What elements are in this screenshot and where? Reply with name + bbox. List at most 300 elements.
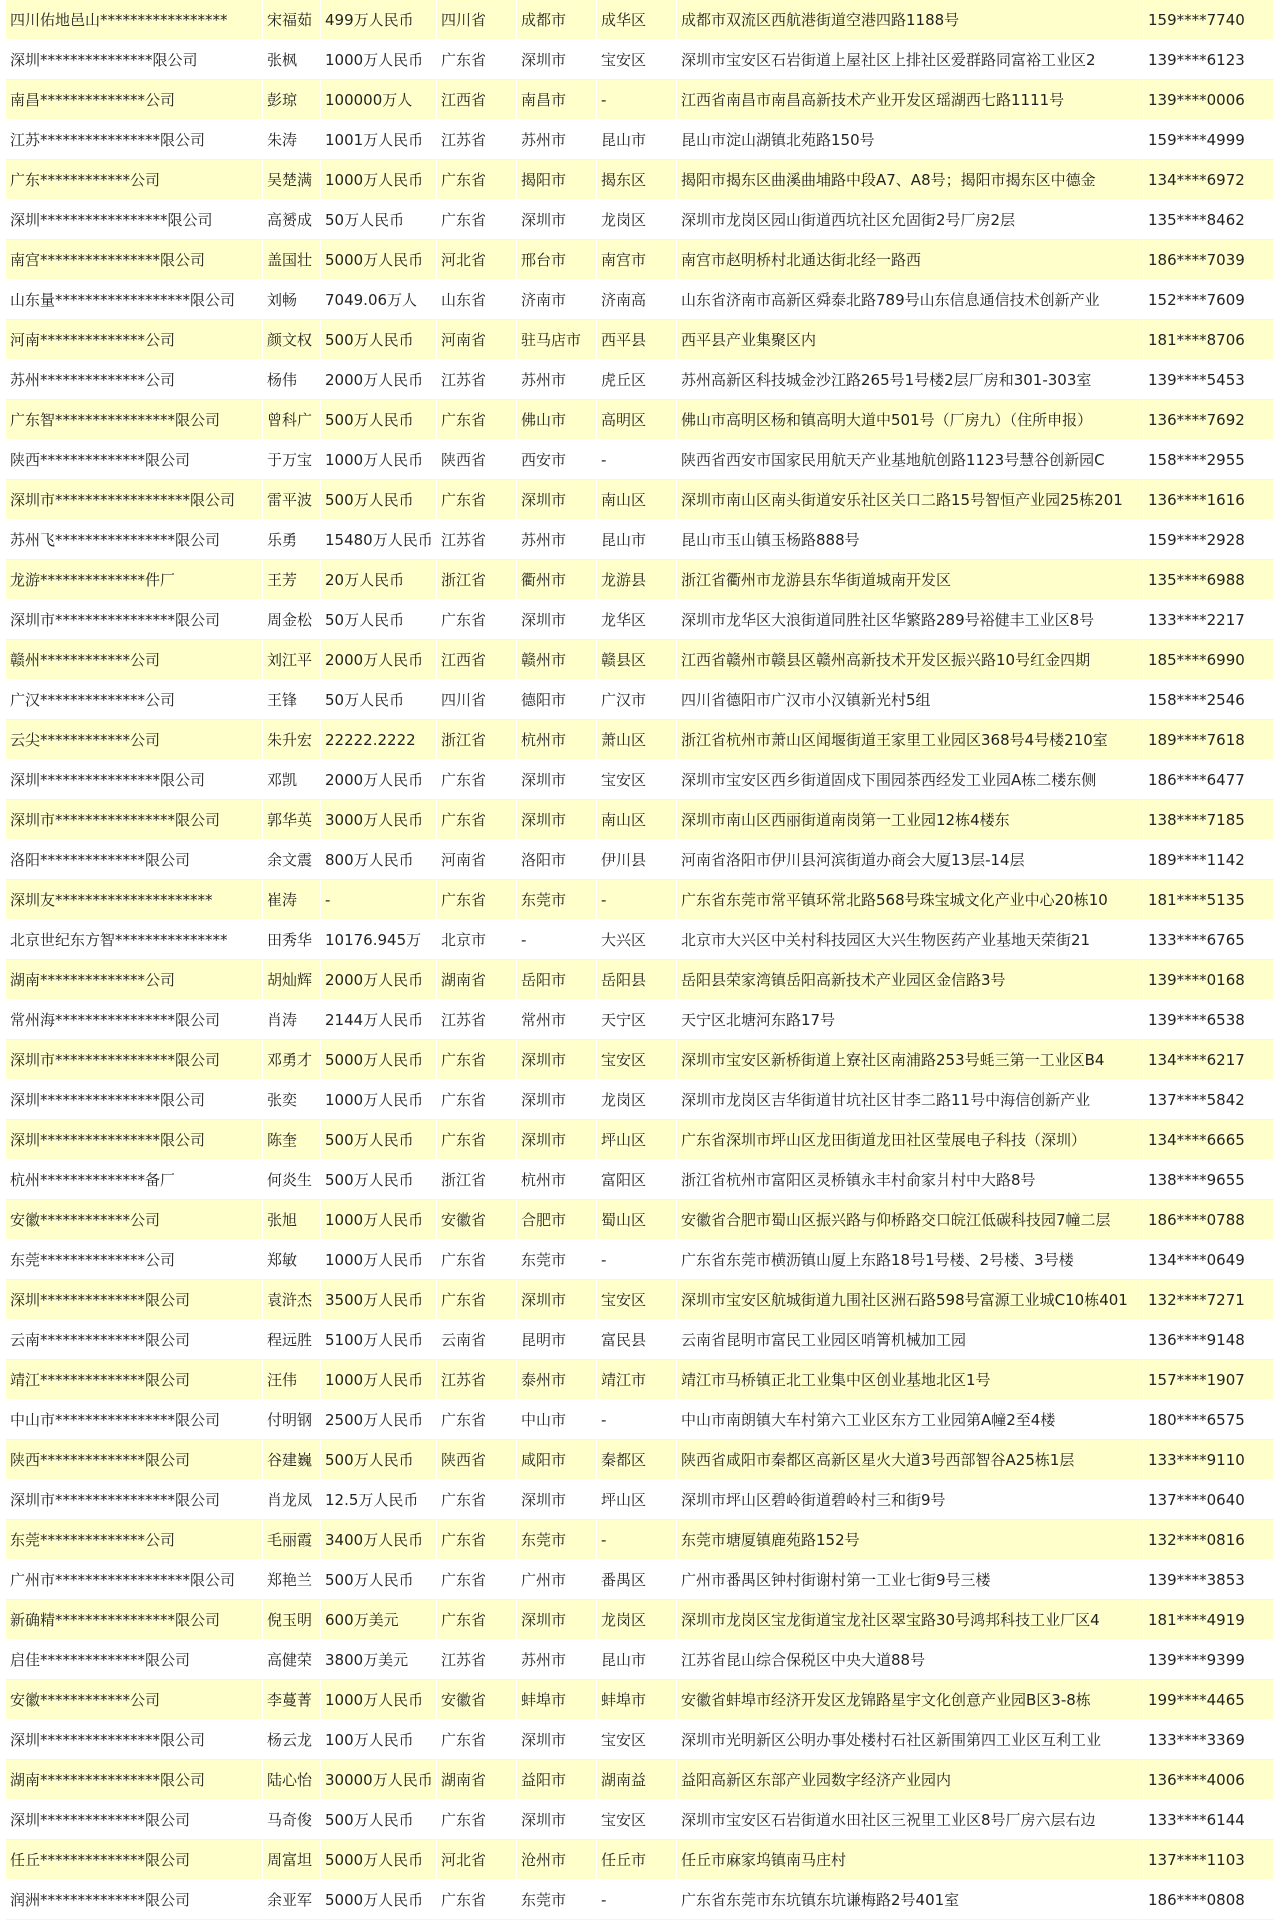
district-cell: 西平县	[597, 320, 677, 360]
district-cell: 番禺区	[597, 1560, 677, 1600]
city-cell: 驻马店市	[517, 320, 597, 360]
company-name-cell: 广州市******************限公司	[6, 1560, 263, 1600]
city-cell: 西安市	[517, 440, 597, 480]
province-cell: 广东省	[437, 1400, 517, 1440]
company-name-cell: 云南**************限公司	[6, 1320, 263, 1360]
address-cell: 深圳市南山区西丽街道南岗第一工业园12栋4楼东	[677, 800, 1144, 840]
district-cell: -	[597, 1880, 677, 1920]
province-cell: 江西省	[437, 640, 517, 680]
company-name-cell: 深圳**************限公司	[6, 1280, 263, 1320]
phone-cell: 139****9399	[1144, 1640, 1274, 1680]
registered-capital-cell: 1000万人民币	[321, 40, 437, 80]
company-name-cell: 龙游**************件厂	[6, 560, 263, 600]
province-cell: 广东省	[437, 760, 517, 800]
legal-person-cell: 高赟成	[263, 200, 321, 240]
city-cell: 揭阳市	[517, 160, 597, 200]
address-cell: 益阳高新区东部产业园数字经济产业园内	[677, 1760, 1144, 1800]
company-name-cell: 深圳市****************限公司	[6, 1480, 263, 1520]
table-row	[6, 1280, 1274, 1320]
province-cell: 广东省	[437, 1600, 517, 1640]
city-cell: 深圳市	[517, 200, 597, 240]
province-cell: 广东省	[437, 1120, 517, 1160]
company-name-cell: 深圳****************限公司	[6, 1120, 263, 1160]
address-cell: 安徽省蚌埠市经济开发区龙锦路星宇文化创意产业园B区3-8栋	[677, 1680, 1144, 1720]
company-name-cell: 南昌**************公司	[6, 80, 263, 120]
province-cell: 广东省	[437, 1720, 517, 1760]
city-cell: 南昌市	[517, 80, 597, 120]
address-cell: 陕西省咸阳市秦都区高新区星火大道3号西部智谷A25栋1层	[677, 1440, 1144, 1480]
district-cell: 富阳区	[597, 1160, 677, 1200]
province-cell: 云南省	[437, 1320, 517, 1360]
province-cell: 广东省	[437, 800, 517, 840]
district-cell: 湖南益	[597, 1760, 677, 1800]
legal-person-cell: 马奇俊	[263, 1800, 321, 1840]
phone-cell: 133****6144	[1144, 1800, 1274, 1840]
company-name-cell: 安徽************公司	[6, 1200, 263, 1240]
address-cell: 任丘市麻家坞镇南马庄村	[677, 1840, 1144, 1880]
legal-person-cell: 朱升宏	[263, 720, 321, 760]
district-cell: 济南高	[597, 280, 677, 320]
phone-cell: 186****0808	[1144, 1880, 1274, 1920]
district-cell: 揭东区	[597, 160, 677, 200]
table-row	[6, 1800, 1274, 1840]
district-cell: 昆山市	[597, 1640, 677, 1680]
registered-capital-cell: 7049.06万人	[321, 280, 437, 320]
district-cell: 坪山区	[597, 1120, 677, 1160]
phone-cell: 189****1142	[1144, 840, 1274, 880]
phone-cell: 159****4999	[1144, 120, 1274, 160]
phone-cell: 159****7740	[1144, 0, 1274, 40]
legal-person-cell: 周富坦	[263, 1840, 321, 1880]
address-cell: 陕西省西安市国家民用航天产业基地航创路1123号慧谷创新园C	[677, 440, 1144, 480]
address-cell: 深圳市宝安区航城街道九围社区洲石路598号富源工业城C10栋401	[677, 1280, 1144, 1320]
company-name-cell: 启佳**************限公司	[6, 1640, 263, 1680]
registered-capital-cell: 2000万人民币	[321, 640, 437, 680]
phone-cell: 158****2546	[1144, 680, 1274, 720]
table-row	[6, 960, 1274, 1000]
city-cell: 泰州市	[517, 1360, 597, 1400]
registered-capital-cell: 5000万人民币	[321, 1840, 437, 1880]
city-cell: 衢州市	[517, 560, 597, 600]
registered-capital-cell: 1001万人民币	[321, 120, 437, 160]
city-cell: 深圳市	[517, 760, 597, 800]
table-row	[6, 1240, 1274, 1280]
address-cell: 天宁区北塘河东路17号	[677, 1000, 1144, 1040]
legal-person-cell: 袁浒杰	[263, 1280, 321, 1320]
city-cell: 深圳市	[517, 1120, 597, 1160]
district-cell: 虎丘区	[597, 360, 677, 400]
registered-capital-cell: 500万人民币	[321, 1560, 437, 1600]
district-cell: 昆山市	[597, 520, 677, 560]
registered-capital-cell: -	[321, 880, 437, 920]
legal-person-cell: 乐勇	[263, 520, 321, 560]
city-cell: 深圳市	[517, 600, 597, 640]
legal-person-cell: 郑艳兰	[263, 1560, 321, 1600]
registered-capital-cell: 10176.945万	[321, 920, 437, 960]
district-cell: 岳阳县	[597, 960, 677, 1000]
company-name-cell: 陕西**************限公司	[6, 440, 263, 480]
table-row	[6, 120, 1274, 160]
legal-person-cell: 杨伟	[263, 360, 321, 400]
province-cell: 河北省	[437, 1840, 517, 1880]
legal-person-cell: 陈奎	[263, 1120, 321, 1160]
city-cell: 岳阳市	[517, 960, 597, 1000]
address-cell: 深圳市宝安区新桥街道上寮社区南浦路253号蚝三第一工业区B4	[677, 1040, 1144, 1080]
registered-capital-cell: 1000万人民币	[321, 440, 437, 480]
phone-cell: 133****2217	[1144, 600, 1274, 640]
address-cell: 深圳市宝安区石岩街道上屋社区上排社区爱群路同富裕工业区2	[677, 40, 1144, 80]
registered-capital-cell: 3800万美元	[321, 1640, 437, 1680]
legal-person-cell: 程远胜	[263, 1320, 321, 1360]
phone-cell: 181****4919	[1144, 1600, 1274, 1640]
city-cell: 苏州市	[517, 1640, 597, 1680]
company-name-cell: 广汉**************公司	[6, 680, 263, 720]
province-cell: 河南省	[437, 320, 517, 360]
district-cell: 龙岗区	[597, 1600, 677, 1640]
company-name-cell: 南宫****************限公司	[6, 240, 263, 280]
city-cell: 杭州市	[517, 1160, 597, 1200]
phone-cell: 135****6988	[1144, 560, 1274, 600]
district-cell: 龙岗区	[597, 200, 677, 240]
phone-cell: 186****7039	[1144, 240, 1274, 280]
address-cell: 江西省赣州市赣县区赣州高新技术开发区振兴路10号红金四期	[677, 640, 1144, 680]
city-cell: 苏州市	[517, 120, 597, 160]
province-cell: 浙江省	[437, 560, 517, 600]
legal-person-cell: 肖涛	[263, 1000, 321, 1040]
legal-person-cell: 宋福茹	[263, 0, 321, 40]
address-cell: 靖江市马桥镇正北工业集中区创业基地北区1号	[677, 1360, 1144, 1400]
province-cell: 广东省	[437, 40, 517, 80]
province-cell: 广东省	[437, 1240, 517, 1280]
address-cell: 揭阳市揭东区曲溪曲埔路中段A7、A8号；揭阳市揭东区中德金	[677, 160, 1144, 200]
phone-cell: 135****8462	[1144, 200, 1274, 240]
phone-cell: 152****7609	[1144, 280, 1274, 320]
phone-cell: 138****7185	[1144, 800, 1274, 840]
district-cell: 昆山市	[597, 120, 677, 160]
table-row	[6, 1120, 1274, 1160]
registered-capital-cell: 500万人民币	[321, 400, 437, 440]
table-row	[6, 560, 1274, 600]
legal-person-cell: 毛丽霞	[263, 1520, 321, 1560]
legal-person-cell: 邓凯	[263, 760, 321, 800]
district-cell: 宝安区	[597, 760, 677, 800]
address-cell: 西平县产业集聚区内	[677, 320, 1144, 360]
legal-person-cell: 彭琼	[263, 80, 321, 120]
district-cell: 南宫市	[597, 240, 677, 280]
province-cell: 陕西省	[437, 440, 517, 480]
phone-cell: 186****6477	[1144, 760, 1274, 800]
legal-person-cell: 郭华英	[263, 800, 321, 840]
city-cell: 佛山市	[517, 400, 597, 440]
table-row	[6, 1600, 1274, 1640]
address-cell: 江西省南昌市南昌高新技术产业开发区瑶湖西七路1111号	[677, 80, 1144, 120]
table-row	[6, 0, 1274, 40]
registered-capital-cell: 3400万人民币	[321, 1520, 437, 1560]
table-row	[6, 680, 1274, 720]
registered-capital-cell: 1000万人民币	[321, 1240, 437, 1280]
registered-capital-cell: 500万人民币	[321, 1120, 437, 1160]
phone-cell: 139****0168	[1144, 960, 1274, 1000]
registered-capital-cell: 20万人民币	[321, 560, 437, 600]
city-cell: 深圳市	[517, 800, 597, 840]
company-name-cell: 润洲**************限公司	[6, 1880, 263, 1920]
city-cell: 深圳市	[517, 1800, 597, 1840]
company-name-cell: 杭州**************备厂	[6, 1160, 263, 1200]
company-name-cell: 深圳市****************限公司	[6, 800, 263, 840]
city-cell: 深圳市	[517, 40, 597, 80]
province-cell: 广东省	[437, 1880, 517, 1920]
city-cell: 东莞市	[517, 1240, 597, 1280]
registered-capital-cell: 15480万人民币	[321, 520, 437, 560]
table-row	[6, 200, 1274, 240]
company-name-cell: 深圳友*********************	[6, 880, 263, 920]
phone-cell: 134****6665	[1144, 1120, 1274, 1160]
company-name-cell: 深圳****************限公司	[6, 760, 263, 800]
address-cell: 深圳市宝安区西乡街道固戍下围园茶西经发工业园A栋二楼东侧	[677, 760, 1144, 800]
address-cell: 浙江省衢州市龙游县东华街道城南开发区	[677, 560, 1144, 600]
phone-cell: 134****6972	[1144, 160, 1274, 200]
phone-cell: 158****2955	[1144, 440, 1274, 480]
province-cell: 江苏省	[437, 120, 517, 160]
table-row	[6, 520, 1274, 560]
legal-person-cell: 张枫	[263, 40, 321, 80]
phone-cell: 136****9148	[1144, 1320, 1274, 1360]
district-cell: 龙华区	[597, 600, 677, 640]
table-row	[6, 1320, 1274, 1360]
registered-capital-cell: 800万人民币	[321, 840, 437, 880]
registered-capital-cell: 50万人民币	[321, 200, 437, 240]
registered-capital-cell: 22222.2222	[321, 720, 437, 760]
phone-cell: 132****7271	[1144, 1280, 1274, 1320]
province-cell: 江苏省	[437, 360, 517, 400]
legal-person-cell: 付明钢	[263, 1400, 321, 1440]
city-cell: 蚌埠市	[517, 1680, 597, 1720]
city-cell: 益阳市	[517, 1760, 597, 1800]
phone-cell: 136****4006	[1144, 1760, 1274, 1800]
legal-person-cell: 崔涛	[263, 880, 321, 920]
phone-cell: 181****5135	[1144, 880, 1274, 920]
registered-capital-cell: 2144万人民币	[321, 1000, 437, 1040]
address-cell: 浙江省杭州市富阳区灵桥镇永丰村俞家爿村中大路8号	[677, 1160, 1144, 1200]
phone-cell: 189****7618	[1144, 720, 1274, 760]
province-cell: 江苏省	[437, 1360, 517, 1400]
address-cell: 广东省东莞市东坑镇东坑谦梅路2号401室	[677, 1880, 1144, 1920]
table-row	[6, 1080, 1274, 1120]
address-cell: 南宫市赵明桥村北通达街北经一路西	[677, 240, 1144, 280]
phone-cell: 199****4465	[1144, 1680, 1274, 1720]
phone-cell: 181****8706	[1144, 320, 1274, 360]
registered-capital-cell: 1000万人民币	[321, 160, 437, 200]
table-row	[6, 1360, 1274, 1400]
phone-cell: 138****9655	[1144, 1160, 1274, 1200]
district-cell: 靖江市	[597, 1360, 677, 1400]
province-cell: 湖南省	[437, 1760, 517, 1800]
district-cell: 天宁区	[597, 1000, 677, 1040]
district-cell: 蚌埠市	[597, 1680, 677, 1720]
company-name-cell: 陕西**************限公司	[6, 1440, 263, 1480]
address-cell: 北京市大兴区中关村科技园区大兴生物医药产业基地天荣街21	[677, 920, 1144, 960]
legal-person-cell: 于万宝	[263, 440, 321, 480]
province-cell: 广东省	[437, 1280, 517, 1320]
company-name-cell: 山东量******************限公司	[6, 280, 263, 320]
registered-capital-cell: 2500万人民币	[321, 1400, 437, 1440]
registered-capital-cell: 600万美元	[321, 1600, 437, 1640]
phone-cell: 139****3853	[1144, 1560, 1274, 1600]
table-row	[6, 1760, 1274, 1800]
city-cell: 德阳市	[517, 680, 597, 720]
city-cell: 苏州市	[517, 360, 597, 400]
company-name-cell: 深圳市****************限公司	[6, 1040, 263, 1080]
legal-person-cell: 周金松	[263, 600, 321, 640]
registered-capital-cell: 3500万人民币	[321, 1280, 437, 1320]
province-cell: 安徽省	[437, 1680, 517, 1720]
address-cell: 浙江省杭州市萧山区闻堰街道王家里工业园区368号4号楼210室	[677, 720, 1144, 760]
registered-capital-cell: 1000万人民币	[321, 1200, 437, 1240]
legal-person-cell: 倪玉明	[263, 1600, 321, 1640]
company-name-cell: 湖南****************限公司	[6, 1760, 263, 1800]
address-cell: 四川省德阳市广汉市小汉镇新光村5组	[677, 680, 1144, 720]
address-cell: 深圳市龙岗区吉华街道甘坑社区甘李二路11号中海信创新产业	[677, 1080, 1144, 1120]
legal-person-cell: 雷平波	[263, 480, 321, 520]
address-cell: 深圳市龙华区大浪街道同胜社区华繁路289号裕健丰工业区8号	[677, 600, 1144, 640]
table-row	[6, 640, 1274, 680]
district-cell: 萧山区	[597, 720, 677, 760]
table-row	[6, 920, 1274, 960]
registered-capital-cell: 500万人民币	[321, 480, 437, 520]
table-row	[6, 1200, 1274, 1240]
legal-person-cell: 高健荣	[263, 1640, 321, 1680]
address-cell: 东莞市塘厦镇鹿苑路152号	[677, 1520, 1144, 1560]
registered-capital-cell: 2000万人民币	[321, 960, 437, 1000]
company-name-cell: 东莞**************公司	[6, 1240, 263, 1280]
city-cell: 昆明市	[517, 1320, 597, 1360]
phone-cell: 136****7692	[1144, 400, 1274, 440]
address-cell: 苏州高新区科技城金沙江路265号1号楼2层厂房和301-303室	[677, 360, 1144, 400]
address-cell: 深圳市南山区南头街道安乐社区关口二路15号智恒产业园25栋201	[677, 480, 1144, 520]
address-cell: 中山市南朗镇大车村第六工业区东方工业园第A幢2至4楼	[677, 1400, 1144, 1440]
company-name-cell: 深圳***************限公司	[6, 40, 263, 80]
company-name-cell: 深圳*****************限公司	[6, 200, 263, 240]
registered-capital-cell: 2000万人民币	[321, 360, 437, 400]
table-row	[6, 1560, 1274, 1600]
phone-cell: 137****5842	[1144, 1080, 1274, 1120]
registered-capital-cell: 50万人民币	[321, 680, 437, 720]
district-cell: 成华区	[597, 0, 677, 40]
registered-capital-cell: 500万人民币	[321, 320, 437, 360]
district-cell: 宝安区	[597, 1040, 677, 1080]
company-name-cell: 任丘**************限公司	[6, 1840, 263, 1880]
table-row	[6, 1520, 1274, 1560]
district-cell: 蜀山区	[597, 1200, 677, 1240]
address-cell: 昆山市淀山湖镇北苑路150号	[677, 120, 1144, 160]
city-cell: 深圳市	[517, 1480, 597, 1520]
phone-cell: 185****6990	[1144, 640, 1274, 680]
province-cell: 广东省	[437, 1080, 517, 1120]
table-row	[6, 160, 1274, 200]
district-cell: 伊川县	[597, 840, 677, 880]
legal-person-cell: 李蔓菁	[263, 1680, 321, 1720]
district-cell: 宝安区	[597, 40, 677, 80]
table-row	[6, 240, 1274, 280]
city-cell: 深圳市	[517, 1280, 597, 1320]
district-cell: 高明区	[597, 400, 677, 440]
province-cell: 广东省	[437, 1800, 517, 1840]
legal-person-cell: 颜文权	[263, 320, 321, 360]
phone-cell: 137****0640	[1144, 1480, 1274, 1520]
province-cell: 广东省	[437, 1520, 517, 1560]
city-cell: 东莞市	[517, 1520, 597, 1560]
legal-person-cell: 张奕	[263, 1080, 321, 1120]
registered-capital-cell: 499万人民币	[321, 0, 437, 40]
phone-cell: 134****0649	[1144, 1240, 1274, 1280]
table-row	[6, 40, 1274, 80]
address-cell: 深圳市宝安区石岩街道水田社区三祝里工业区8号厂房六层右边	[677, 1800, 1144, 1840]
registered-capital-cell: 2000万人民币	[321, 760, 437, 800]
address-cell: 江苏省昆山综合保税区中央大道88号	[677, 1640, 1144, 1680]
district-cell: -	[597, 80, 677, 120]
legal-person-cell: 余文震	[263, 840, 321, 880]
phone-cell: 132****0816	[1144, 1520, 1274, 1560]
phone-cell: 137****1103	[1144, 1840, 1274, 1880]
registered-capital-cell: 1000万人民币	[321, 1680, 437, 1720]
registered-capital-cell: 1000万人民币	[321, 1360, 437, 1400]
registered-capital-cell: 5000万人民币	[321, 1040, 437, 1080]
table-row	[6, 1840, 1274, 1880]
table-row	[6, 800, 1274, 840]
legal-person-cell: 张旭	[263, 1200, 321, 1240]
table-row	[6, 80, 1274, 120]
province-cell: 陕西省	[437, 1440, 517, 1480]
province-cell: 浙江省	[437, 720, 517, 760]
phone-cell: 139****6538	[1144, 1000, 1274, 1040]
legal-person-cell: 朱涛	[263, 120, 321, 160]
address-cell: 云南省昆明市富民工业园区哨箐机械加工园	[677, 1320, 1144, 1360]
address-cell: 山东省济南市高新区舜泰北路789号山东信息通信技术创新产业	[677, 280, 1144, 320]
registered-capital-cell: 5000万人民币	[321, 1880, 437, 1920]
district-cell: 富民县	[597, 1320, 677, 1360]
table-row	[6, 440, 1274, 480]
city-cell: 东莞市	[517, 1880, 597, 1920]
address-cell: 深圳市光明新区公明办事处楼村石社区新围第四工业区互利工业	[677, 1720, 1144, 1760]
legal-person-cell: 刘江平	[263, 640, 321, 680]
company-name-cell: 深圳**************限公司	[6, 1800, 263, 1840]
city-cell: 洛阳市	[517, 840, 597, 880]
company-name-cell: 深圳市****************限公司	[6, 600, 263, 640]
city-cell: 深圳市	[517, 1720, 597, 1760]
table-row	[6, 280, 1274, 320]
city-cell: 邢台市	[517, 240, 597, 280]
table-row	[6, 480, 1274, 520]
address-cell: 深圳市坪山区碧岭街道碧岭村三和街9号	[677, 1480, 1144, 1520]
registered-capital-cell: 30000万人民币	[321, 1760, 437, 1800]
company-name-cell: 广东************公司	[6, 160, 263, 200]
district-cell: 宝安区	[597, 1720, 677, 1760]
province-cell: 四川省	[437, 680, 517, 720]
table-row	[6, 400, 1274, 440]
company-name-cell: 深圳****************限公司	[6, 1720, 263, 1760]
table-row	[6, 1160, 1274, 1200]
company-name-cell: 云尖************公司	[6, 720, 263, 760]
legal-person-cell: 陆心怡	[263, 1760, 321, 1800]
city-cell: 咸阳市	[517, 1440, 597, 1480]
table-row	[6, 1000, 1274, 1040]
province-cell: 广东省	[437, 200, 517, 240]
legal-person-cell: 吴楚满	[263, 160, 321, 200]
legal-person-cell: 刘畅	[263, 280, 321, 320]
company-name-cell: 常州海****************限公司	[6, 1000, 263, 1040]
province-cell: 广东省	[437, 1480, 517, 1520]
district-cell: 坪山区	[597, 1480, 677, 1520]
